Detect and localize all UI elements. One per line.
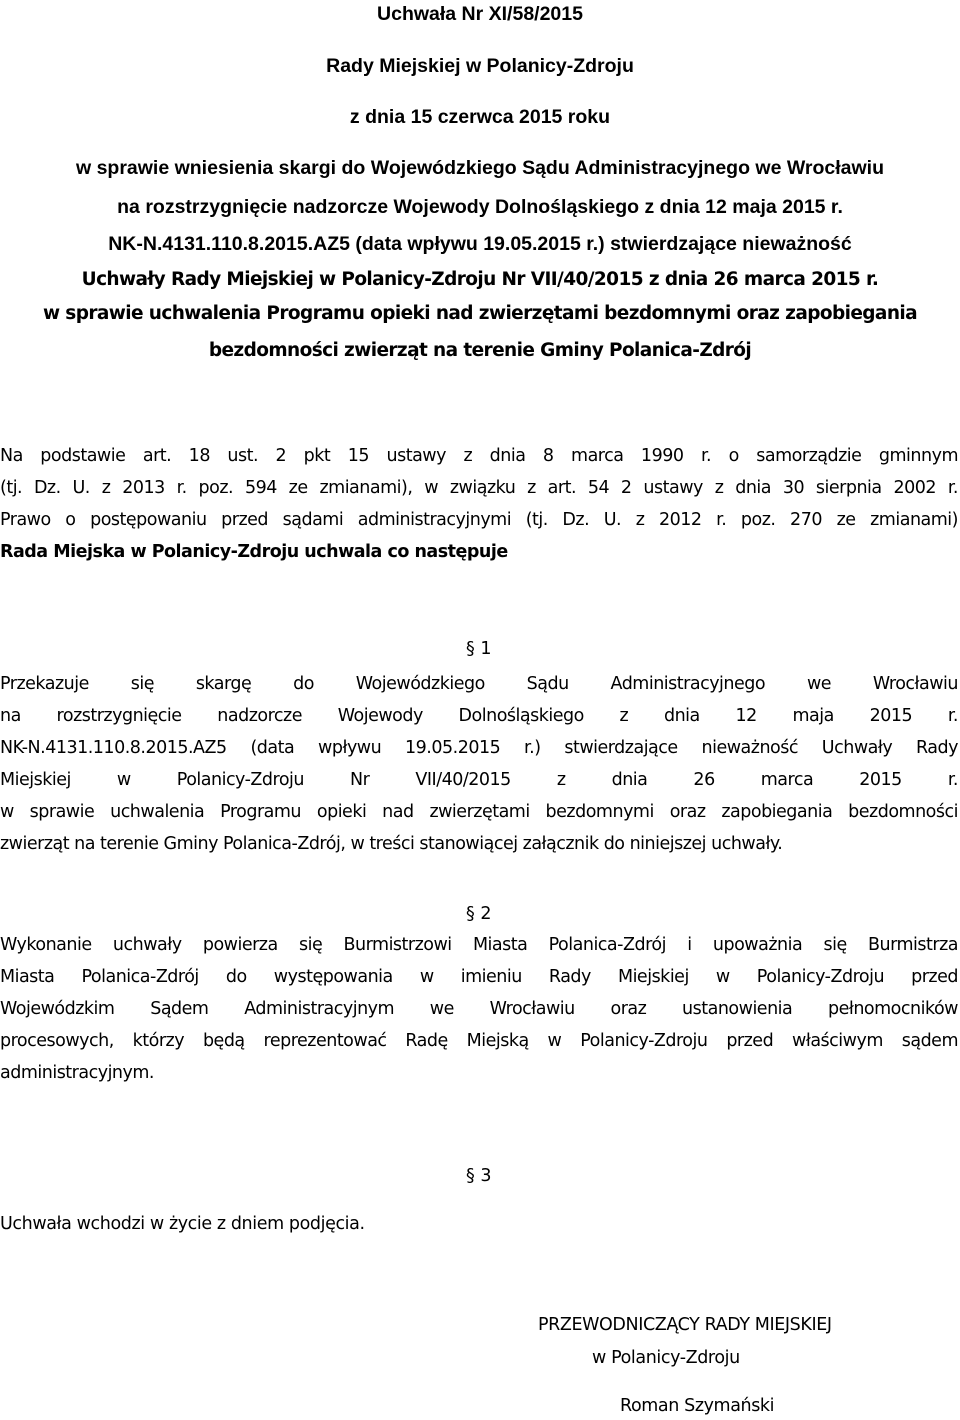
section-1-line-5: w sprawie uchwalenia Programu opieki nad zwierzętami bezdomnymi oraz zapobiegania bezdomności <box>0 802 958 822</box>
section-2-line-3: Wojewódzkim Sądem Administracyjnym we Wrocławiu oraz ustanowienia pełnomocników <box>0 999 958 1019</box>
section-2-mark: § 2 <box>466 904 492 924</box>
resolution-subject-line-1: w sprawie wniesienia skargi do Wojewódzkiego Sądu Administracyjnego we Wrocławiu <box>75 157 884 179</box>
resolution-date: z dnia 15 czerwca 2015 roku <box>349 106 611 128</box>
resolution-subject-line-5: w sprawie uchwalenia Programu opieki nad zwierzętami bezdomnymi oraz zapobiegania <box>42 303 918 324</box>
signature-role: PRZEWODNICZĄCY RADY MIEJSKIEJ <box>538 1315 832 1335</box>
signature-name: Roman Szymański <box>620 1396 775 1416</box>
preamble-line-2: (tj. Dz. U. z 2013 r. poz. 594 ze zmianami), w związku z art. 54 2 ustawy z dnia 30 sierpnia 2002 r. <box>0 478 958 498</box>
section-3-text: Uchwała wchodzi w życie z dniem podjęcia. <box>0 1214 365 1234</box>
section-1-body <box>0 668 958 860</box>
section-1-line-3: NK-N.4131.110.8.2015.AZ5 (data wpływu 19.05.2015 r.) stwierdzające nieważność Uchwały Rady <box>0 738 958 758</box>
resolution-title: Uchwała Nr XI/58/2015 <box>377 3 583 25</box>
section-1-line-2: na rozstrzygnięcie nadzorcze Wojewody Dolnośląskiego z dnia 12 maja 2015 r. <box>0 706 958 726</box>
section-1-line-1: Przekazuje się skargę do Wojewódzkiego Sądu Administracyjnego we Wrocławiu <box>0 674 958 694</box>
section-2-body <box>0 929 958 1089</box>
section-1-line-6: zwierząt na terenie Gminy Polanica-Zdrój, w treści stanowiącej załącznik do niniejszej uchwały. <box>0 834 783 854</box>
resolution-subject-line-6: bezdomności zwierząt na terenie Gminy Polanica-Zdrój <box>208 340 752 361</box>
section-1-mark: § 1 <box>466 639 492 659</box>
preamble <box>0 440 958 568</box>
signature-place: w Polanicy-Zdroju <box>592 1348 740 1368</box>
preamble-line-3: Prawo o postępowaniu przed sądami administracyjnymi (tj. Dz. U. z 2012 r. poz. 270 ze zmianami) <box>0 510 958 530</box>
section-2-line-4: procesowych, którzy będą reprezentować Radę Miejską w Polanicy-Zdroju przed właściwym sądem <box>0 1031 958 1051</box>
resolution-subject-line-4: Uchwały Rady Miejskiej w Polanicy-Zdroju Nr VII/40/2015 z dnia 26 marca 2015 r. <box>81 269 879 290</box>
section-3-mark: § 3 <box>466 1166 492 1186</box>
section-2-line-1: Wykonanie uchwały powierza się Burmistrzowi Miasta Polanica-Zdrój i upoważnia się Burmistrza <box>0 935 958 955</box>
resolution-subject-line-3: NK-N.4131.110.8.2015.AZ5 (data wpływu 19.05.2015 r.) stwierdzające nieważność <box>108 233 852 255</box>
resolution-issuer: Rady Miejskiej w Polanicy-Zdroju <box>326 55 634 77</box>
section-2-line-2: Miasta Polanica-Zdrój do występowania w imieniu Rady Miejskiej w Polanicy-Zdroju przed <box>0 967 958 987</box>
preamble-line-1: Na podstawie art. 18 ust. 2 pkt 15 ustawy z dnia 8 marca 1990 r. o samorządzie gminnym <box>0 446 958 466</box>
resolution-subject-line-2: na rozstrzygnięcie nadzorcze Wojewody Dolnośląskiego z dnia 12 maja 2015 r. <box>117 196 843 218</box>
preamble-resolves: Rada Miejska w Polanicy-Zdroju uchwala co następuje <box>0 542 508 562</box>
section-1-line-4: Miejskiej w Polanicy-Zdroju Nr VII/40/2015 z dnia 26 marca 2015 r. <box>0 770 958 790</box>
section-2-line-5: administracyjnym. <box>0 1063 154 1083</box>
